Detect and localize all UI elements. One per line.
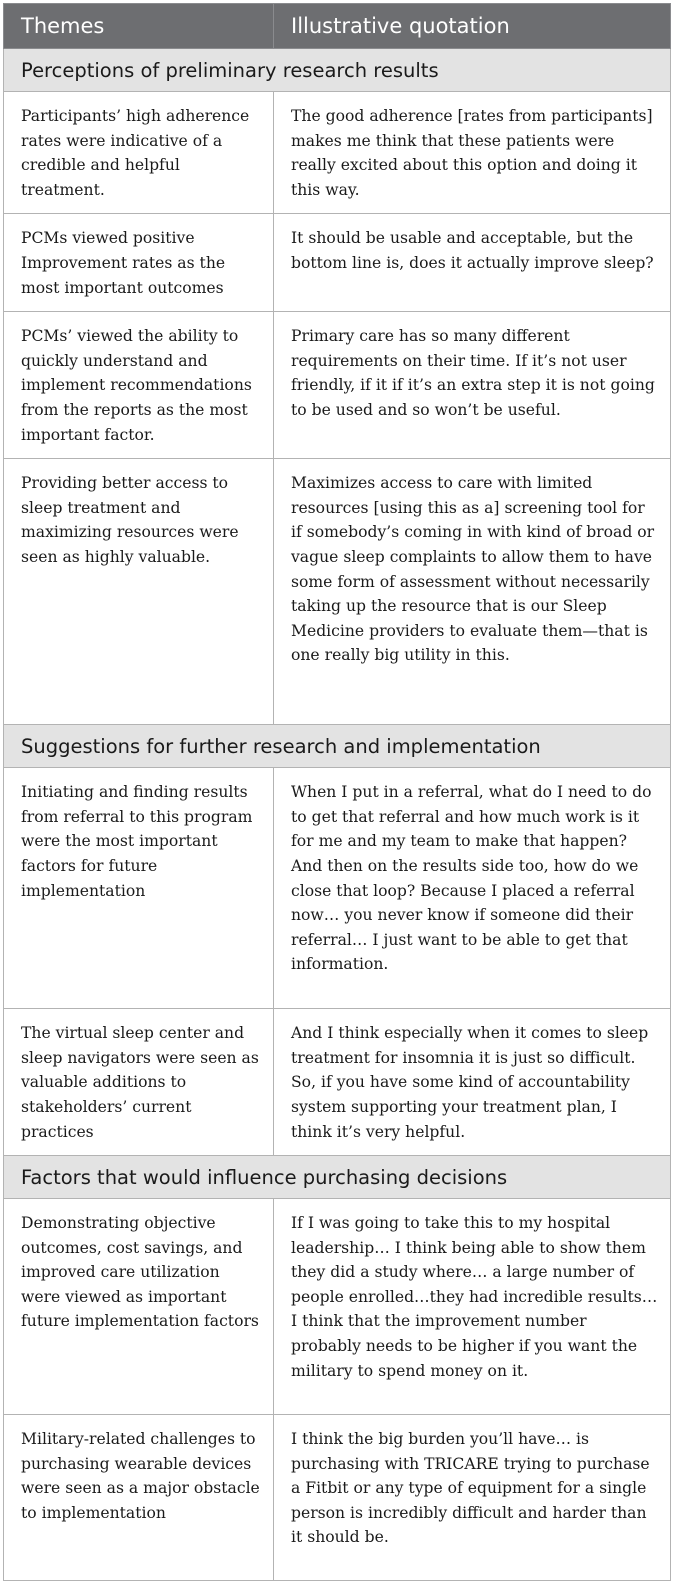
quote-cell: If I was going to take this to my hospital leadership… I think being able to show them they did a study where… a large number of people enrolled…they had incredible results… I think that the improvement number probably needs to be higher if you want the military to spend money on it.: [274, 1199, 671, 1415]
themes-table: [3, 3, 671, 1581]
quote-cell: Primary care has so many different requirements on their time. If it’s not user friendly, if it if it’s an extra step it is not going to be used and so won’t be useful.: [274, 312, 671, 459]
table-row: [4, 92, 671, 214]
theme-cell: PCMs viewed positive Improvement rates as the most important outcomes: [4, 214, 274, 312]
header-row: [4, 4, 671, 49]
table-row: [4, 459, 671, 725]
table-row: [4, 1415, 671, 1581]
quote-cell: It should be usable and acceptable, but the bottom line is, does it actually improve sleep?: [274, 214, 671, 312]
table-row: [4, 312, 671, 459]
header-illustrative-quotation: Illustrative quotation: [274, 4, 671, 49]
table-row: [4, 768, 671, 1009]
table-row: [4, 1199, 671, 1415]
theme-cell: PCMs’ viewed the ability to quickly understand and implement recommendations from the reports as the most important factor.: [4, 312, 274, 459]
table-row: [4, 1009, 671, 1156]
section-title-suggestions: Suggestions for further research and implementation: [4, 725, 671, 768]
table-row: [4, 214, 671, 312]
section-title-perceptions: Perceptions of preliminary research results: [4, 49, 671, 92]
quote-cell: And I think especially when it comes to sleep treatment for insomnia it is just so difficult. So, if you have some kind of accountability system supporting your treatment plan, I think it’s very helpful.: [274, 1009, 671, 1156]
theme-cell: Participants’ high adherence rates were indicative of a credible and helpful treatment.: [4, 92, 274, 214]
section-row: [4, 1156, 671, 1199]
theme-cell: Military-related challenges to purchasing wearable devices were seen as a major obstacle to implementation: [4, 1415, 274, 1581]
theme-cell: The virtual sleep center and sleep navigators were seen as valuable additions to stakeholders’ current practices: [4, 1009, 274, 1156]
header-themes: Themes: [4, 4, 274, 49]
section-title-factors: Factors that would influence purchasing decisions: [4, 1156, 671, 1199]
quote-cell: The good adherence [rates from participants] makes me think that these patients were really excited about this option and doing it this way.: [274, 92, 671, 214]
quote-cell: I think the big burden you’ll have… is purchasing with TRICARE trying to purchase a Fitbit or any type of equipment for a single person is incredibly difficult and harder than it should be.: [274, 1415, 671, 1581]
quote-cell: When I put in a referral, what do I need to do to get that referral and how much work is it for me and my team to make that happen? And then on the results side too, how do we close that loop? Because I placed a referral now… you never know if someone did their referral… I just want to be able to get that information.: [274, 768, 671, 1009]
theme-cell: Initiating and finding results from referral to this program were the most important factors for future implementation: [4, 768, 274, 1009]
theme-cell: Providing better access to sleep treatment and maximizing resources were seen as highly valuable.: [4, 459, 274, 725]
section-row: [4, 725, 671, 768]
quote-cell: Maximizes access to care with limited resources [using this as a] screening tool for if somebody’s coming in with kind of broad or vague sleep complaints to allow them to have some form of assessment without necessarily taking up the resource that is our Sleep Medicine providers to evaluate them—that is one really big utility in this.: [274, 459, 671, 725]
section-row: [4, 49, 671, 92]
theme-cell: Demonstrating objective outcomes, cost savings, and improved care utilization were viewed as important future implementation factors: [4, 1199, 274, 1415]
